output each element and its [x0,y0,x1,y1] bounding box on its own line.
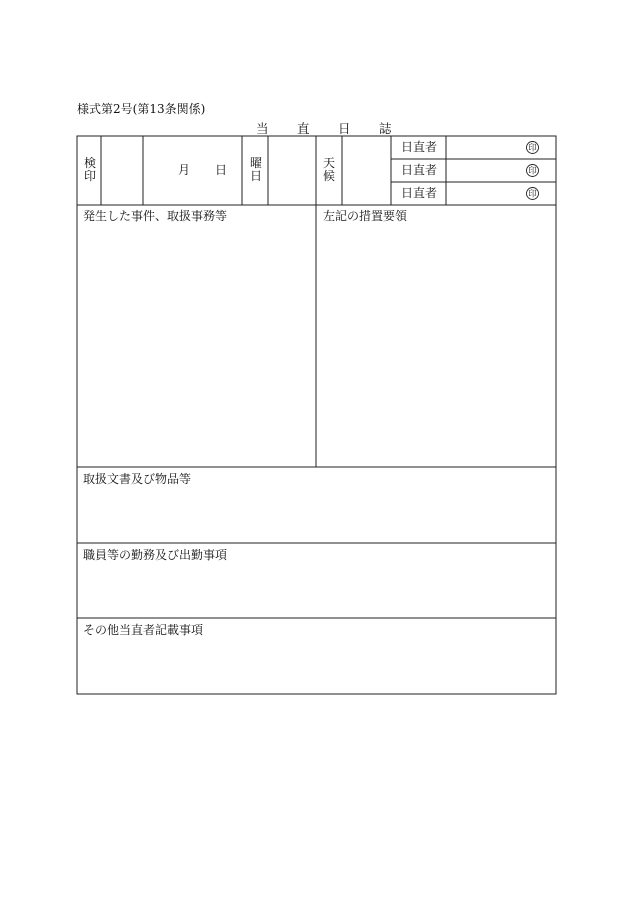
title-char: 日 [338,121,351,136]
svg-text:印: 印 [528,166,537,177]
seal-icon [526,141,539,154]
duty-person-label: 日直者 [401,140,438,154]
svg-text:印: 印 [528,143,537,154]
staff-section-label: 職員等の勤務及び出勤事項 [83,548,228,562]
title-char: 直 [297,121,310,136]
other-section-label: その他当直者記載事項 [83,623,204,637]
form-number-label: 様式第2号(第13条関係) [77,102,206,116]
duty-person-label: 日直者 [401,163,438,177]
inspection-seal-label: 検印 [83,156,96,183]
weather-label: 天候 [322,156,335,183]
incidents-section-label: 発生した事件、取扱事務等 [83,209,228,223]
seal-icon [526,187,539,200]
title-char: 当 [256,121,269,136]
seal-icon [526,164,539,177]
duty-person-label: 日直者 [401,186,438,200]
measures-section-label: 左記の措置要領 [323,209,408,223]
documents-section-label: 取扱文書及び物品等 [83,472,192,486]
weekday-label: 曜日 [249,156,262,183]
day-label: 日 [215,163,228,177]
month-label: 月 [178,163,191,177]
svg-text:印: 印 [528,189,537,200]
title-char: 誌 [379,121,392,136]
